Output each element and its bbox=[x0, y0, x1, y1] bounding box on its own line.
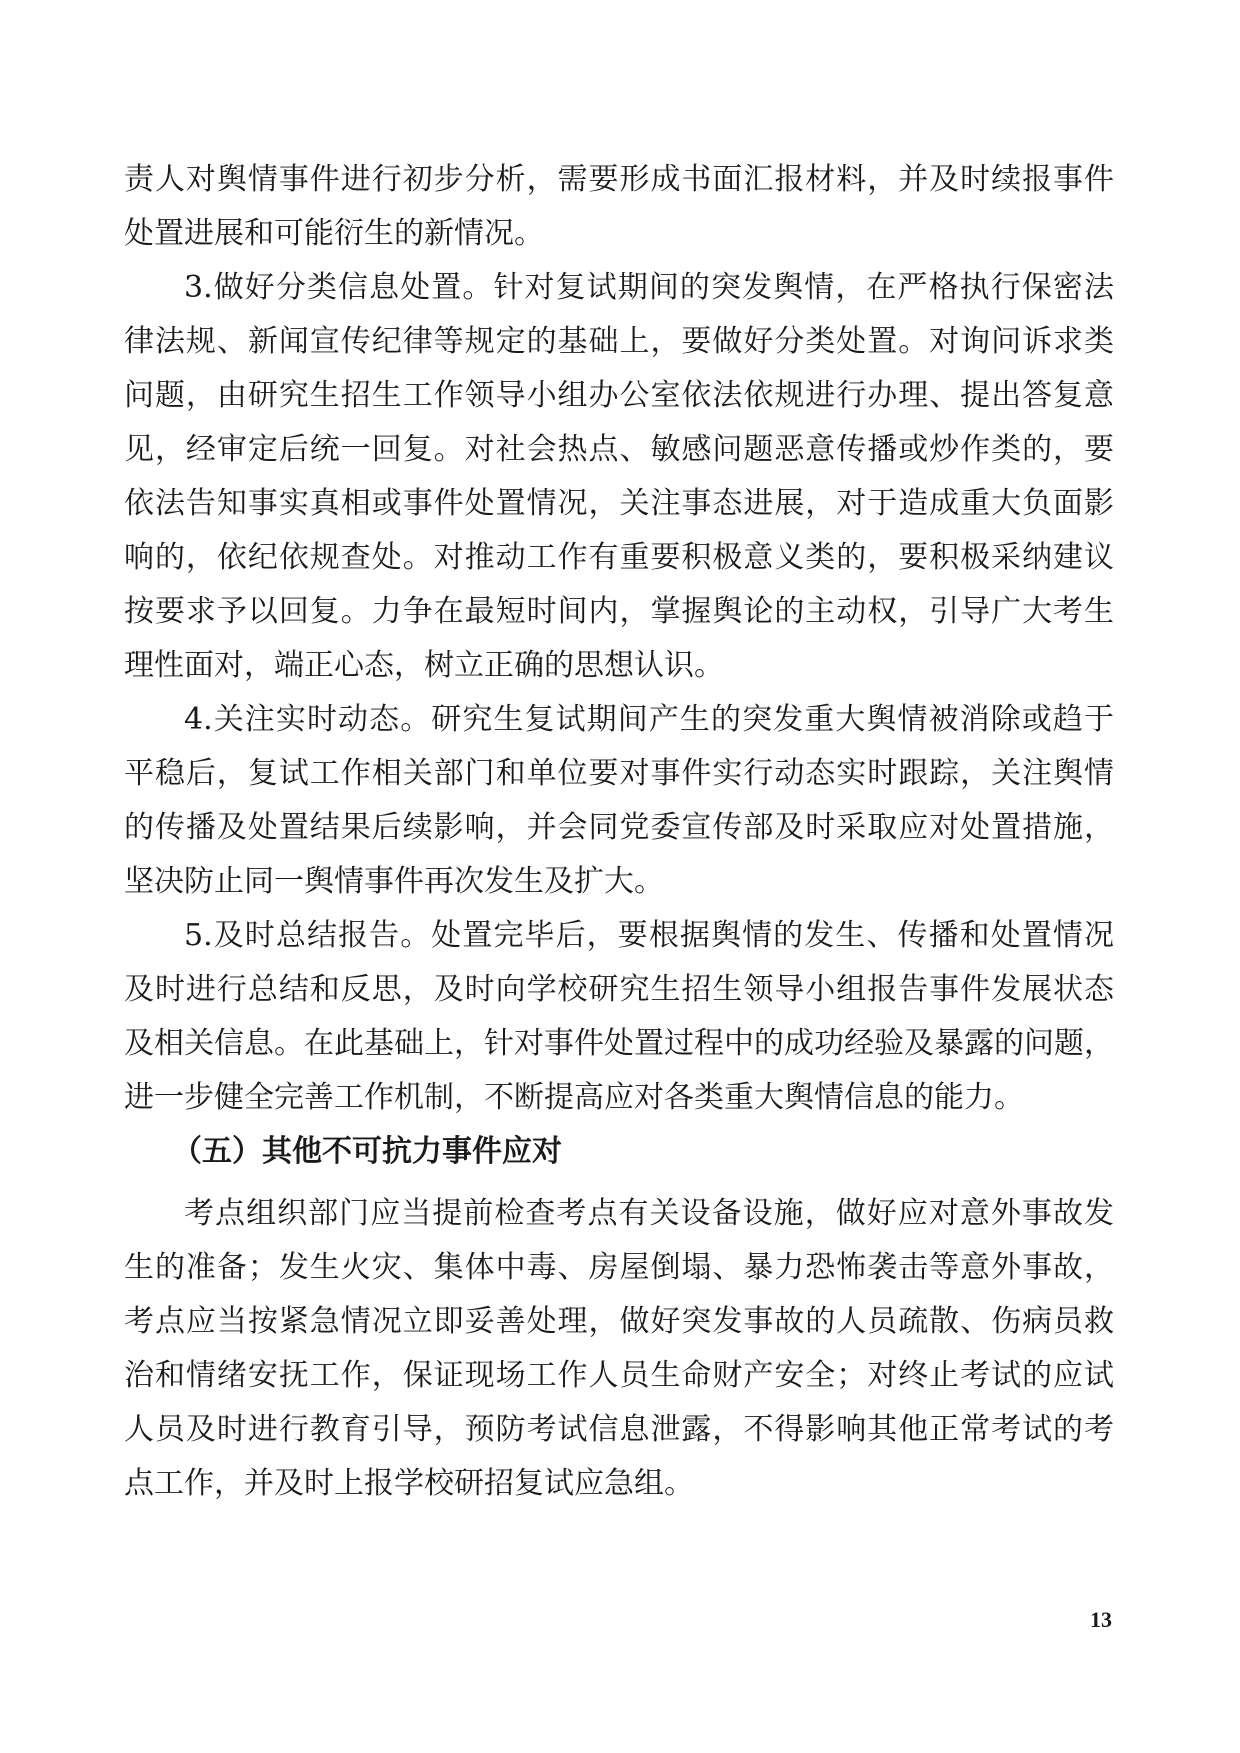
text-line: 按要求予以回复。力争在最短时间内，掌握舆论的主动权，引导广大考生 bbox=[124, 594, 1114, 629]
text-line: 考点组织部门应当提前检查考点有关设备设施，做好应对意外事故发 bbox=[184, 1196, 1114, 1231]
text-line: 律法规、新闻宣传纪律等规定的基础上，要做好分类处置。对询问诉求类 bbox=[124, 324, 1114, 359]
text-line: 5.及时总结报告。处置完毕后，要根据舆情的发生、传播和处置情况 bbox=[184, 918, 1114, 953]
text-line: 治和情绪安抚工作，保证现场工作人员生命财产安全；对终止考试的应试 bbox=[124, 1358, 1114, 1393]
text-line: 及时进行总结和反思，及时向学校研究生招生领导小组报告事件发展状态 bbox=[124, 972, 1114, 1007]
paragraph-continuation bbox=[124, 153, 1114, 261]
text-line: 理性面对，端正心态，树立正确的思想认识。 bbox=[124, 648, 724, 683]
text-line: 3.做好分类信息处置。针对复试期间的突发舆情，在严格执行保密法 bbox=[184, 270, 1114, 305]
text-line: 及相关信息。在此基础上，针对事件处置过程中的成功经验及暴露的问题， bbox=[124, 1026, 1114, 1061]
text-line: 响的，依纪依规查处。对推动工作有重要积极意义类的，要积极采纳建议 bbox=[124, 540, 1114, 575]
text-line: 问题，由研究生招生工作领导小组办公室依法依规进行办理、提出答复意 bbox=[124, 378, 1114, 413]
paragraph-force-majeure bbox=[124, 1187, 1114, 1511]
text-line: 考点应当按紧急情况立即妥善处理，做好突发事故的人员疏散、伤病员救 bbox=[124, 1304, 1114, 1339]
section-heading: （五）其他不可抗力事件应对 bbox=[172, 1134, 562, 1169]
text-line: 生的准备；发生火灾、集体中毒、房屋倒塌、暴力恐怖袭击等意外事故， bbox=[124, 1250, 1114, 1285]
text-line: 责人对舆情事件进行初步分析，需要形成书面汇报材料，并及时续报事件 bbox=[124, 162, 1114, 197]
paragraph-real-time-monitoring bbox=[124, 693, 1114, 909]
text-line: 平稳后，复试工作相关部门和单位要对事件实行动态实时跟踪，关注舆情 bbox=[124, 756, 1114, 791]
text-line: 依法告知事实真相或事件处置情况，关注事态进展，对于造成重大负面影 bbox=[124, 486, 1114, 521]
text-line: 4.关注实时动态。研究生复试期间产生的突发重大舆情被消除或趋于 bbox=[184, 702, 1114, 737]
text-line: 的传播及处置结果后续影响，并会同党委宣传部及时采取应对处置措施， bbox=[124, 810, 1114, 845]
text-line: 人员及时进行教育引导，预防考试信息泄露，不得影响其他正常考试的考 bbox=[124, 1412, 1114, 1447]
page-number: 13 bbox=[1090, 1607, 1112, 1632]
spacer bbox=[124, 1179, 1114, 1187]
text-line: 坚决防止同一舆情事件再次发生及扩大。 bbox=[124, 864, 664, 899]
text-line: 见，经审定后统一回复。对社会热点、敏感问题恶意传播或炒作类的，要 bbox=[124, 432, 1114, 467]
text-line: 点工作，并及时上报学校研招复试应急组。 bbox=[124, 1466, 694, 1501]
page-body bbox=[124, 153, 1114, 1511]
text-line: 处置进展和可能衍生的新情况。 bbox=[124, 216, 544, 251]
paragraph-summary-report bbox=[124, 909, 1114, 1125]
paragraph-classified-handling bbox=[124, 261, 1114, 693]
text-line: 进一步健全完善工作机制，不断提高应对各类重大舆情信息的能力。 bbox=[124, 1080, 1024, 1115]
